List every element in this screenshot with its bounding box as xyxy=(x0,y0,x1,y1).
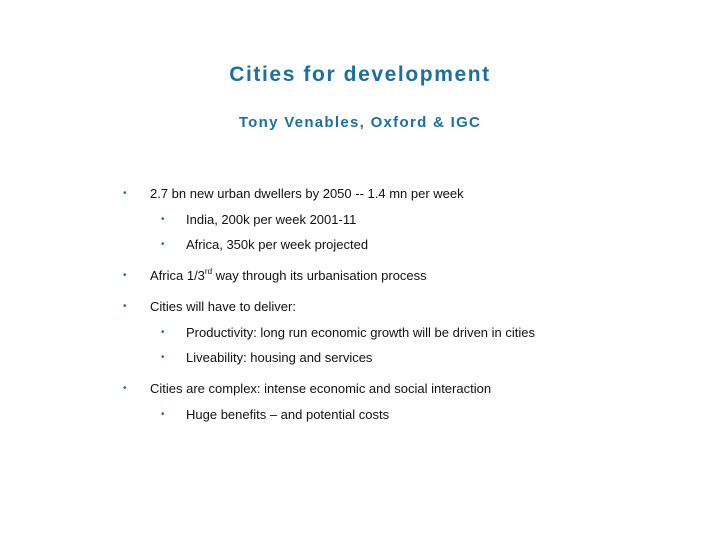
bullet-text-part: Africa 1/3 xyxy=(150,268,205,283)
bullet-icon: • xyxy=(123,188,127,199)
bullet-item xyxy=(123,185,464,203)
slide-subtitle: Tony Venables, Oxford & IGC xyxy=(238,114,482,131)
bullet-icon: • xyxy=(123,301,127,312)
bullet-text: Productivity: long run economic growth will be driven in cities xyxy=(186,325,535,340)
bullet-icon: • xyxy=(161,409,165,420)
ordinal-superscript: rd xyxy=(204,266,213,276)
bullet-icon: • xyxy=(161,214,165,225)
bullet-text: Cities will have to deliver: xyxy=(150,299,296,314)
bullet-text: 2.7 bn new urban dwellers by 2050 -- 1.4 mn per week xyxy=(150,186,464,201)
bullet-text-part: way through its urbanisation process xyxy=(212,268,427,283)
bullet-item xyxy=(123,266,427,285)
sub-bullet-item xyxy=(161,324,535,342)
sub-bullet-item xyxy=(161,349,373,367)
bullet-text: Liveability: housing and services xyxy=(186,350,373,365)
sub-bullet-item xyxy=(161,211,357,229)
bullet-text: Cities are complex: intense economic and social interaction xyxy=(150,381,492,396)
bullet-icon: • xyxy=(161,239,165,250)
bullet-item xyxy=(123,298,296,316)
bullet-item xyxy=(123,380,492,398)
bullet-text: Africa, 350k per week projected xyxy=(186,237,369,252)
sub-bullet-item xyxy=(161,236,369,254)
bullet-icon: • xyxy=(161,327,165,338)
slide-title: Cities for development xyxy=(229,63,491,86)
sub-bullet-item xyxy=(161,406,390,424)
bullet-text: Huge benefits – and potential costs xyxy=(186,407,390,422)
bullet-icon: • xyxy=(123,270,127,281)
bullet-icon: • xyxy=(161,352,165,363)
bullet-icon: • xyxy=(123,383,127,394)
bullet-text: India, 200k per week 2001-11 xyxy=(186,212,357,227)
bullet-text xyxy=(150,268,427,283)
